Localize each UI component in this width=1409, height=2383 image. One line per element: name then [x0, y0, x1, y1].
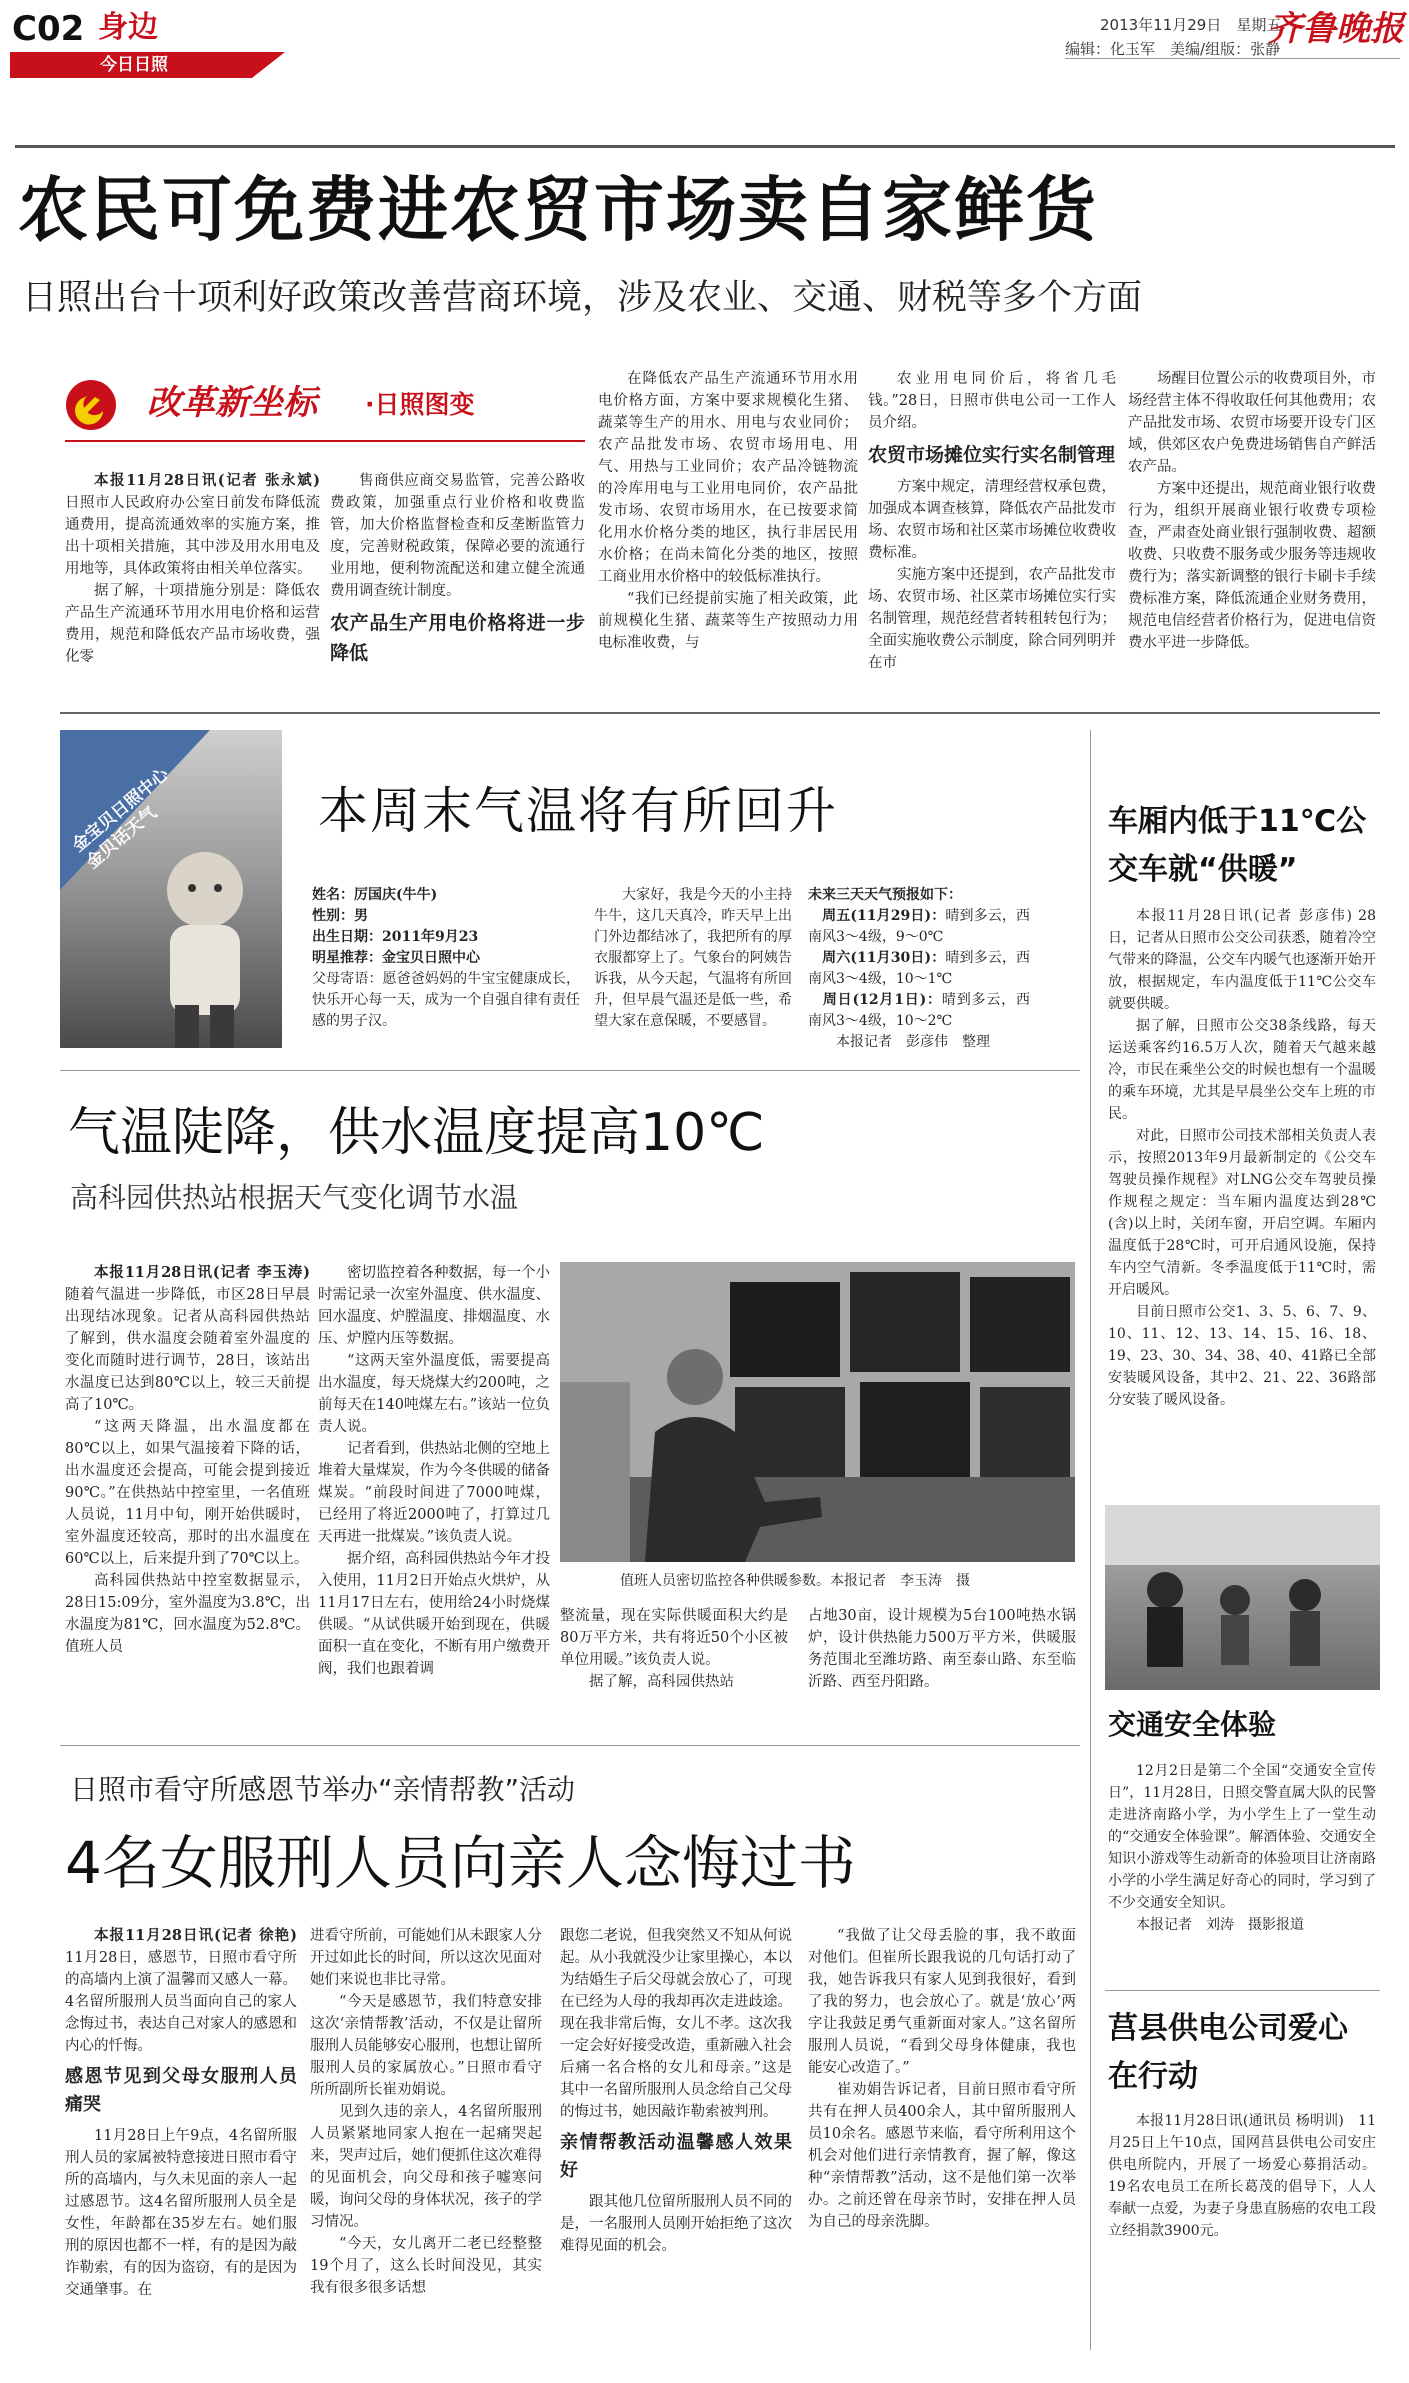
safety-headline: 交通安全体验	[1108, 1708, 1277, 1741]
bus-p1: 本报11月28日讯(记者 彭彦伟) 28日，记者从日照市公交公司获悉，随着冷空气带来的降温，公交车内暖气也逐渐开始开放，根据规定，车内温度低于11℃公交车就要供暖。	[1108, 908, 1376, 1012]
top-rule	[15, 145, 1395, 148]
header-date	[1100, 14, 1281, 35]
designer: 美编/组版：张静	[1170, 40, 1281, 58]
lead-col-3	[598, 368, 858, 700]
page-code: C02	[12, 9, 85, 49]
forecast-day-2: 周六(11月30日)：晴到多云，西南风3～4级，10～1℃	[808, 950, 1030, 987]
heat-col-1	[65, 1262, 310, 1732]
weather-headline: 本周末气温将有所回升	[318, 782, 838, 840]
lead-p8: 实施方案中还提到，农产品批发市场、农贸市场、社区菜市场摊位实行实名制管理，规范经营者转租转包行为；全面实施收费公示制度，除合同列明并在市	[868, 567, 1116, 671]
subsection-label: 今日日照	[100, 55, 168, 75]
section-title: 身边	[98, 10, 158, 45]
weather-banner: 金宝贝日照中心 金贝话天气	[68, 764, 173, 873]
lead-p1: 日照市人民政府办公室日前发布降低流通费用，提高流通效率的实施方案，推出十项相关措施，其中涉及用水用电及用地等，具体政策将由相关单位落实。	[65, 495, 320, 577]
heat-p8: 整流量，现在实际供暖面积大约是80万平方米，共有将近50个小区被单位用暖。”该负责人说。	[560, 1608, 788, 1668]
profile-wish: 父母寄语：愿爸爸妈妈的牛宝宝健康成长，快乐开心每一天，成为一个自强自律有责任感的男子汉。	[312, 971, 580, 1029]
heat-dateline: 本报11月28日讯(记者 李玉涛)	[94, 1264, 310, 1281]
weather-forecast	[808, 885, 1030, 1055]
prison-col-3	[560, 1925, 792, 2370]
power-text: 本报11月28日讯(通讯员 杨明训) 11月25日上午10点，国网莒县供电公司安庄供电所院内，开展了一场爱心募捐活动。19名农电员工在所长葛茂的倡导下，人人奉献一点爱，为妻子身患直肠癌的农电工段立经捐款3900元。	[1108, 2113, 1376, 2239]
lead-p6: 农业用电同价后，将省几毛钱。”28日，日照市供电公司一工作人员介绍。	[868, 371, 1116, 431]
heat-col-4	[808, 1605, 1076, 1735]
heat-p9: 据了解，高科园供热站	[589, 1674, 734, 1690]
lead-col-2	[330, 470, 585, 700]
safety-rule	[1105, 1990, 1380, 1991]
safety-body	[1108, 1760, 1376, 1975]
header-editors	[1065, 38, 1280, 59]
safety-photo	[1105, 1505, 1380, 1690]
control-room-image	[560, 1262, 1075, 1562]
child-photo	[60, 730, 282, 1048]
heat-p10: 占地30亩，设计规模为5台100吨热水锅炉，设计供热能力500万平方米，供暖服务范围北至潍坊路、南至泰山路、东至临沂路、西至丹阳路。	[808, 1608, 1076, 1690]
bus-p3: 对此，日照市公司技术部相关负责人表示，按照2013年9月最新制定的《公交车驾驶员操作规程》对LNG公交车驾驶员操作规程之规定：当车厢内温度达到28℃(含)以上时，关闭车窗，开启空调。车厢内温度低于28℃时，可开启通风设施，保持车内空气清新。冬季温度低于11℃时，需开启暖风。	[1108, 1128, 1376, 1298]
heat-col-2	[318, 1262, 550, 1732]
heat-p4: 密切监控着各种数据，每一个小时需记录一次室外温度、供水温度、回水温度、炉膛温度、排烟温度、水压、炉膛内压等数据。	[318, 1265, 550, 1347]
lead-headline: 农民可免费进农贸市场卖自家鲜货	[18, 169, 1098, 251]
power-body	[1108, 2110, 1376, 2260]
heat-headline: 气温陡降，供水温度提高10℃	[68, 1103, 765, 1163]
lead-p4: 在降低农产品生产流通环节用水用电价格方面，方案中要求规模化生猪、蔬菜等生产的用水、用电与农业同价；农产品批发市场、农贸市场用电、用气、用热与工业同价；农产品冷链物流的冷库用电与工业用电同价，农产品批发市场、农贸市场用水，在已按要求简化用水价格分类的地区，执行非居民用水价格；在尚未简化分类的地区，按照工商业用水价格中的较低标准执行。	[598, 371, 858, 585]
heat-col-3	[560, 1605, 788, 1735]
lead-subhead: 日照出台十项利好政策改善营商环境，涉及农业、交通、财税等多个方面	[22, 278, 1143, 318]
forecast-byline: 本报记者 彭彦伟 整理	[836, 1034, 990, 1050]
lead-bottom-rule	[60, 712, 1380, 714]
lead-col-4	[868, 368, 1116, 700]
safety-photo-image	[1105, 1505, 1380, 1690]
prison-p5: 见到久违的亲人，4名留所服刑人员紧紧地同家人抱在一起痛哭起来，哭声过后，她们便抓住这次难得的见面机会，向父母和孩子嘘寒问暖，询问父母的身体状况，孩子的学习情况。	[310, 2104, 542, 2230]
bus-body	[1108, 905, 1376, 1445]
prison-subheading-2: 亲情帮教活动温馨感人效果好	[560, 2132, 792, 2181]
prison-p2: 11月28日上午9点，4名留所服刑人员的家属被特意接进日照市看守所的高墙内，与久未见面的亲人一起过感恩节。这4名留所服刑人员全是女性，年龄都在35岁左右。她们服刑的原因也都不一样，有的是因为敲诈勒索，有的因为盗窃，有的是因为交通肇事。在	[65, 2128, 297, 2298]
prison-p7: 跟您二老说，但我突然又不知从何说起。从小我就没少让家里操心，本以为结婚生子后父母就会放心了，可现在已经为人母的我却再次走进歧途。现在我非常后悔，女儿不孝。这次我一定会好好接受改造，重新融入社会后痛一名合格的女儿和母亲。”这是其中一名留所服刑人员念给自己父母的悔过书，她因敲诈勒索被判刑。	[560, 1928, 792, 2120]
forecast-day-1: 周五(11月29日)：晴到多云，西南风3～4级，9～0℃	[808, 908, 1030, 945]
prison-p3: 进看守所前，可能她们从未跟家人分开过如此长的时间，所以这次见面对她们来说也非比寻常。	[310, 1928, 542, 1988]
profile-birth: 出生日期：2011年9月23	[312, 929, 479, 945]
lead-col-1	[65, 470, 320, 700]
lead-p7: 方案中规定，清理经营权承包费，加强成本调查核算，降低农产品批发市场、农贸市场和社区菜市场摊位收费收费标准。	[868, 479, 1116, 561]
editor: 编辑：化玉军	[1065, 40, 1156, 58]
profile-name: 姓名：厉国庆(牛牛)	[312, 887, 438, 903]
badge-title: 改革新坐标	[147, 383, 317, 423]
prison-p9: “我做了让父母丢脸的事，我不敢面对他们。但崔所长跟我说的几句话打动了我，她告诉我只有家人见到我很好，看到了我的努力，也会放心了。就是‘放心’两字让我鼓足勇气重新面对家人。”这名留所服刑人员说，“看到父母身体健康，我也能安心改造了。”	[808, 1928, 1076, 2076]
power-headline: 莒县供电公司爱心在行动	[1108, 2011, 1348, 2094]
heat-subhead: 高科园供热站根据天气变化调节水温	[70, 1181, 519, 1214]
heat-p1: 随着气温进一步降低，市区28日早晨出现结冰现象。记者从高科园供热站了解到，供水温度会随着室外温度的变化而随时进行调节，28日，该站出水温度已达到80℃以上，较三天前提高了10℃。	[65, 1287, 310, 1413]
profile-star: 明星推荐：金宝贝日照中心	[312, 950, 480, 966]
heat-p7: 据介绍，高科园供热站今年才投入使用，11月2日开始点火烘炉，从11月17日左右，使用给24小时烧煤供暖。“从试供暖开始到现在，供暖面积一直在变化，不断有用户缴费开阀，我们也跟着调	[318, 1551, 550, 1677]
lead-subheading-market: 农贸市场摊位实行实名制管理	[868, 444, 1116, 466]
prison-p1: 11月28日，感恩节，日照市看守所的高墙内上演了温馨而又感人一幕。4名留所服刑人员当面向自己的家人念悔过书，表达自己对家人的感恩和内心的忏悔。	[65, 1950, 297, 2054]
weather-profile	[312, 885, 580, 1055]
bus-headline: 车厢内低于11℃公交车就“供暖”	[1108, 804, 1367, 887]
heat-p3: 高科园供热站中控室数据显示，28日15:09分，室外温度为3.8℃，出水温度为81℃，回水温度为52.8℃。值班人员	[65, 1573, 310, 1655]
heat-p5: “这两天室外温度低，需要提高出水温度，每天烧煤大约200吨，之前每天在140吨煤左右。”该站一位负责人说。	[318, 1353, 550, 1435]
heat-top-rule	[60, 1070, 1080, 1071]
profile-gender: 性别：男	[312, 908, 368, 924]
weekday: 星期五	[1236, 16, 1282, 34]
heat-photo-caption: 值班人员密切监控各种供暖参数。本报记者 李玉涛 摄	[620, 1573, 970, 1589]
heat-bottom-rule	[60, 1745, 1080, 1746]
lead-p10: 方案中还提出，规范商业银行收费行为，组织开展商业银行收费专项检查，严肃查处商业银行强制收费、超额收费、只收费不服务或少服务等违规收费行为；落实新调整的银行卡刷卡手续费标准方案，降低流通企业财务费用，规范电信经营者价格行为，促进电信资费水平进一步降低。	[1128, 481, 1376, 651]
forecast-title: 未来三天天气预报如下：	[808, 887, 962, 903]
lead-subheading-power: 农产品生产用电价格将进一步降低	[330, 612, 585, 664]
badge-subtitle: ·日照图变	[365, 390, 475, 419]
weather-intro-text: 大家好，我是今天的小主持牛牛，这几天真冷，昨天早上出门外边都结冰了，我把所有的厚衣服都穿上了。气象台的阿姨告诉我，从今天起，气温将有所回升，但早晨气温还是低一些，希望大家在意保暖，不要感冒。	[594, 887, 792, 1029]
lead-p5: “我们已经提前实施了相关政策，此前规模化生猪、蔬菜等生产按照动力用电标准收费，与	[598, 591, 858, 651]
prison-subheading-1: 感恩节见到父母女服刑人员痛哭	[65, 2066, 297, 2115]
reform-badge	[65, 375, 585, 435]
lead-p3: 售商供应商交易监管，完善公路收费政策，加强重点行业价格和收费监管，加大价格监督检查和反垄断监管力度，完善财税政策，保障必要的流通行业用地，便利物流配送和建立健全流通费用调查统计制度。	[330, 473, 585, 599]
header-rule	[1065, 58, 1400, 59]
prison-kicker: 日照市看守所感恩节举办“亲情帮教”活动	[70, 1773, 576, 1806]
safety-text: 12月2日是第二个全国“交通安全宣传日”，11月28日，日照交警直属大队的民警走进济南路小学，为小学生上了一堂生动的“交通安全体验课”。解酒体验、交通安全知识小游戏等生动新奇的体验项目让济南路小学的小学生满足好奇心的同时，学习到了不少交通安全知识。	[1108, 1763, 1376, 1911]
heat-p2: “这两天降温，出水温度都在80℃以上，如果气温接着下降的话，出水温度还会提高，可能会提到接近90℃。”在供热站中控室里，一名值班人员说，11月中旬，刚开始供暖时，室外温度还较高，那时的出水温度在60℃以上，后来提升到了70℃以上。	[65, 1419, 310, 1567]
control-room-photo	[560, 1262, 1075, 1562]
bus-p4: 目前日照市公交1、3、5、6、7、9、10、11、12、13、14、15、16、18、19、23、30、34、38、40、41路已全部安装暖风设备，其中2、21、22、36路部分安装了暖风设备。	[1108, 1304, 1376, 1408]
badge-rule	[65, 440, 585, 442]
prison-p4: “今天是感恩节，我们特意安排这次‘亲情帮教’活动，不仅是让留所服刑人员能够安心服刑，也想让留所服刑人员的家属放心。”日照市看守所所副所长崔劝娟说。	[310, 1994, 542, 2098]
prison-dateline: 本报11月28日讯(记者 徐艳)	[94, 1927, 297, 1944]
heat-p6: 记者看到，供热站北侧的空地上堆着大量煤炭，作为今冬供暖的储备煤炭。“前段时间进了7000吨煤，已经用了将近2000吨了，打算过几天再进一批煤炭。”该负责人说。	[318, 1441, 550, 1545]
safety-byline: 本报记者 刘涛 摄影报道	[1136, 1917, 1304, 1933]
prison-col-4	[808, 1925, 1076, 2370]
forecast-day-3: 周日(12月1日)：晴到多云，西南风3～4级，10～2℃	[808, 992, 1030, 1029]
lead-col-5	[1128, 368, 1376, 700]
lead-p9: 场醒目位置公示的收费项目外，市场经营主体不得收取任何其他费用；农产品批发市场、农贸市场要开设专门区域，供郊区农户免费进场销售自产鲜活农产品。	[1128, 371, 1376, 475]
weather-intro	[594, 885, 792, 1055]
prison-p8: 跟其他几位留所服刑人员不同的是，一名服刑人员刚开始拒绝了这次难得见面的机会。	[560, 2194, 792, 2254]
prison-col-1	[65, 1925, 297, 2370]
party-emblem-icon	[65, 379, 117, 431]
paper-name: 齐鲁晚报	[1268, 9, 1404, 49]
lead-p2: 据了解，十项措施分别是：降低农产品生产流通环节用水用电价格和运营费用，规范和降低农产品市场收费，强化零	[65, 583, 320, 665]
date: 2013年11月29日	[1100, 16, 1222, 34]
lead-dateline: 本报11月28日讯(记者 张永斌)	[94, 472, 320, 489]
prison-p6: “今天，女儿离开二老已经整整19个月了，这么长时间没见，其实我有很多很多话想	[310, 2236, 542, 2296]
prison-col-2	[310, 1925, 542, 2370]
bus-p2: 据了解，日照市公交38条线路，每天运送乘客约16.5万人次，随着天气越来越冷，市民在乘坐公交的时候也想有一个温暖的乘车环境，尤其是早晨坐公交车上班的市民。	[1108, 1018, 1376, 1122]
prison-p10: 崔劝娟告诉记者，目前日照市看守所共有在押人员400余人，其中留所服刑人员10余名。感恩节来临，看守所利用这个机会对他们进行亲情教育，握了解，像这种“亲情帮教”活动，这不是他们第一次举办。之前还曾在母亲节时，安排在押人员为自己的母亲洗脚。	[808, 2082, 1076, 2230]
right-column-divider	[1090, 730, 1091, 2350]
prison-headline: 4名女服刑人员向亲人念悔过书	[65, 1829, 856, 1897]
